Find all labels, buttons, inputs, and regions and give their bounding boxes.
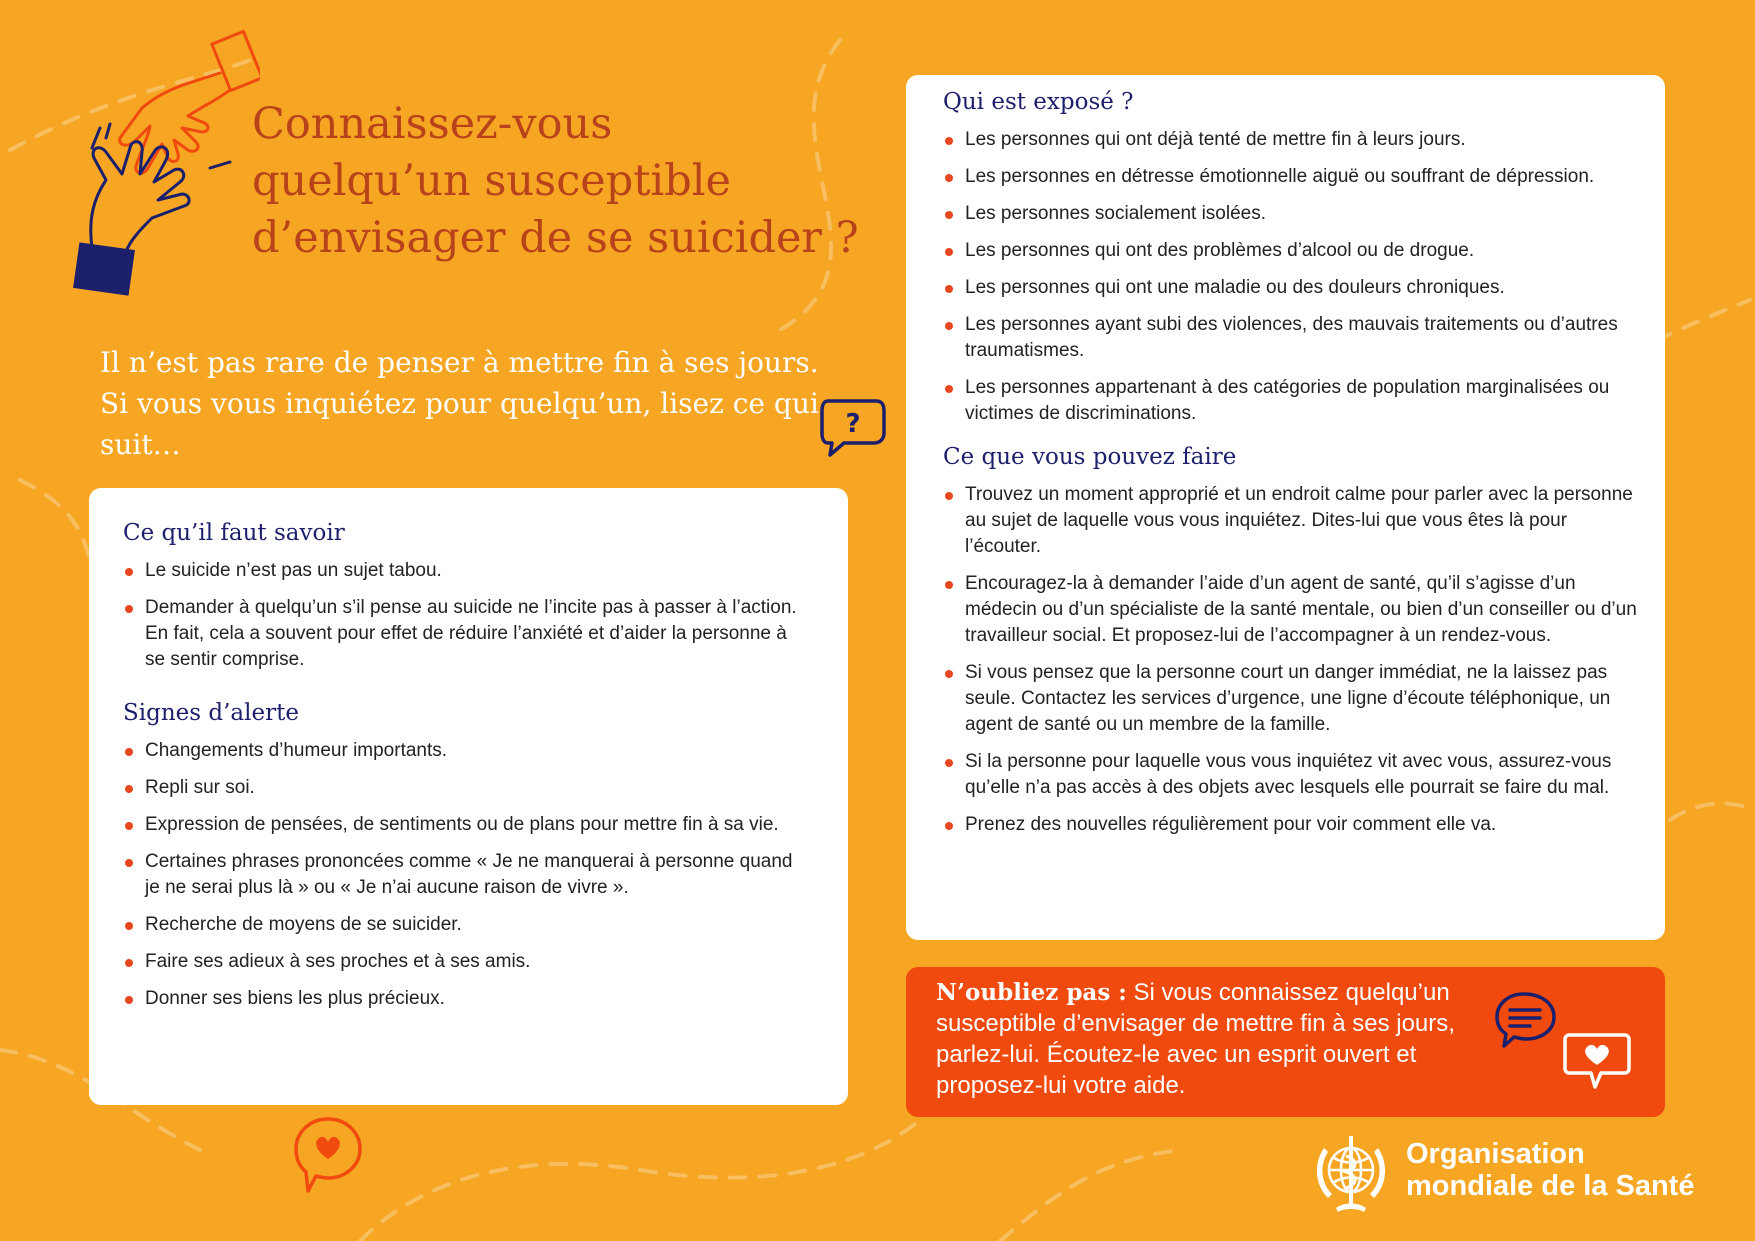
title-line: d’envisager de se suicider ? <box>252 213 859 263</box>
text-lines-speech-bubble-icon <box>1494 990 1560 1050</box>
reminder-lead: N’oubliez pas : <box>936 979 1127 1006</box>
list-item: Prenez des nouvelles régulièrement pour voir comment elle va. <box>943 812 1637 838</box>
section-title-expose: Qui est exposé ? <box>943 89 1134 115</box>
list-item: Demander à quelqu’un s’il pense au suicide ne l’incite pas à passer à l’action. En fait, cela a souvent pour effet de réduire l’anxiété et d’aider la personne à se sentir comprise. <box>123 595 808 673</box>
organization-name-line: Organisation <box>1406 1138 1585 1170</box>
list-item: Changements d’humeur importants. <box>123 738 808 764</box>
who-emblem-icon <box>1306 1128 1396 1218</box>
list-savoir <box>123 558 808 673</box>
title-line: Connaissez-vous <box>252 99 613 149</box>
section-title-faire: Ce que vous pouvez faire <box>943 444 1237 470</box>
intro-text: Il n’est pas rare de penser à mettre fin à ses jours. Si vous vous inquiétez pour quelqu’un, lisez ce qui suit… <box>100 346 819 461</box>
list-item: Si la personne pour laquelle vous vous inquiétez vit avec vous, assurez-vous qu’elle n’a pas accès à des objets avec lesquels elle pourrait se faire du mal. <box>943 749 1637 801</box>
heart-speech-bubble-icon <box>292 1115 366 1195</box>
list-signes <box>123 738 808 1012</box>
list-item: Les personnes qui ont déjà tenté de mettre fin à leurs jours. <box>943 127 1637 153</box>
list-item: Les personnes ayant subi des violences, des mauvais traitements ou d’autres traumatismes. <box>943 312 1637 364</box>
list-item: Les personnes appartenant à des catégories de population marginalisées ou victimes de discriminations. <box>943 375 1637 427</box>
list-item: Faire ses adieux à ses proches et à ses amis. <box>123 949 808 975</box>
reminder-text <box>936 977 1496 1101</box>
heart-speech-bubble-icon <box>1563 1031 1633 1093</box>
list-item: Les personnes qui ont des problèmes d’alcool ou de drogue. <box>943 238 1637 264</box>
section-title-signes: Signes d’alerte <box>123 700 299 726</box>
helping-hands-illustration <box>70 28 260 318</box>
list-item: Donner ses biens les plus précieux. <box>123 986 808 1012</box>
reminder-body: Si vous connaissez quelqu’un susceptible d’envisager de mettre fin à ses jours, parlez-lui. Écoutez-le avec un esprit ouvert et proposez-lui votre aide. <box>936 979 1455 1099</box>
title-line: quelqu’un susceptible <box>252 156 732 206</box>
list-item: Le suicide n’est pas un sujet tabou. <box>123 558 808 584</box>
list-item: Les personnes qui ont une maladie ou des douleurs chroniques. <box>943 275 1637 301</box>
question-speech-bubble-icon <box>818 397 890 461</box>
page-title <box>252 96 912 267</box>
svg-text:?: ? <box>845 409 861 439</box>
organization-name <box>1406 1138 1694 1202</box>
list-item: Encouragez-la à demander l’aide d’un agent de santé, qu’il s’agisse d’un médecin ou d’un spécialiste de la santé mentale, ou bien d’un conseiller ou d’un travailleur social. Et proposez-lui de l’accompagner à un rendez-vous. <box>943 571 1637 649</box>
organization-name-line: mondiale de la Santé <box>1406 1170 1695 1202</box>
list-item: Recherche de moyens de se suicider. <box>123 912 808 938</box>
list-item: Repli sur soi. <box>123 775 808 801</box>
list-item: Si vous pensez que la personne court un danger immédiat, ne la laissez pas seule. Contactez les services d’urgence, une ligne d’écoute téléphonique, un agent de santé ou un membre de la famille. <box>943 660 1637 738</box>
list-item: Certaines phrases prononcées comme « Je ne manquerai à personne quand je ne serai plus là » ou « Je n’ai aucune raison de vivre ». <box>123 849 808 901</box>
list-item: Trouvez un moment approprié et un endroit calme pour parler avec la personne au sujet de laquelle vous vous inquiétez. Dites-lui que vous êtes là pour l’écouter. <box>943 482 1637 560</box>
right-info-card <box>906 75 1665 940</box>
list-item: Les personnes en détresse émotionnelle aiguë ou souffrant de dépression. <box>943 164 1637 190</box>
list-expose <box>943 127 1637 427</box>
list-item: Les personnes socialement isolées. <box>943 201 1637 227</box>
list-item: Expression de pensées, de sentiments ou de plans pour mettre fin à sa vie. <box>123 812 808 838</box>
left-info-card <box>89 488 848 1105</box>
section-title-savoir: Ce qu’il faut savoir <box>123 520 345 546</box>
list-faire <box>943 482 1637 838</box>
